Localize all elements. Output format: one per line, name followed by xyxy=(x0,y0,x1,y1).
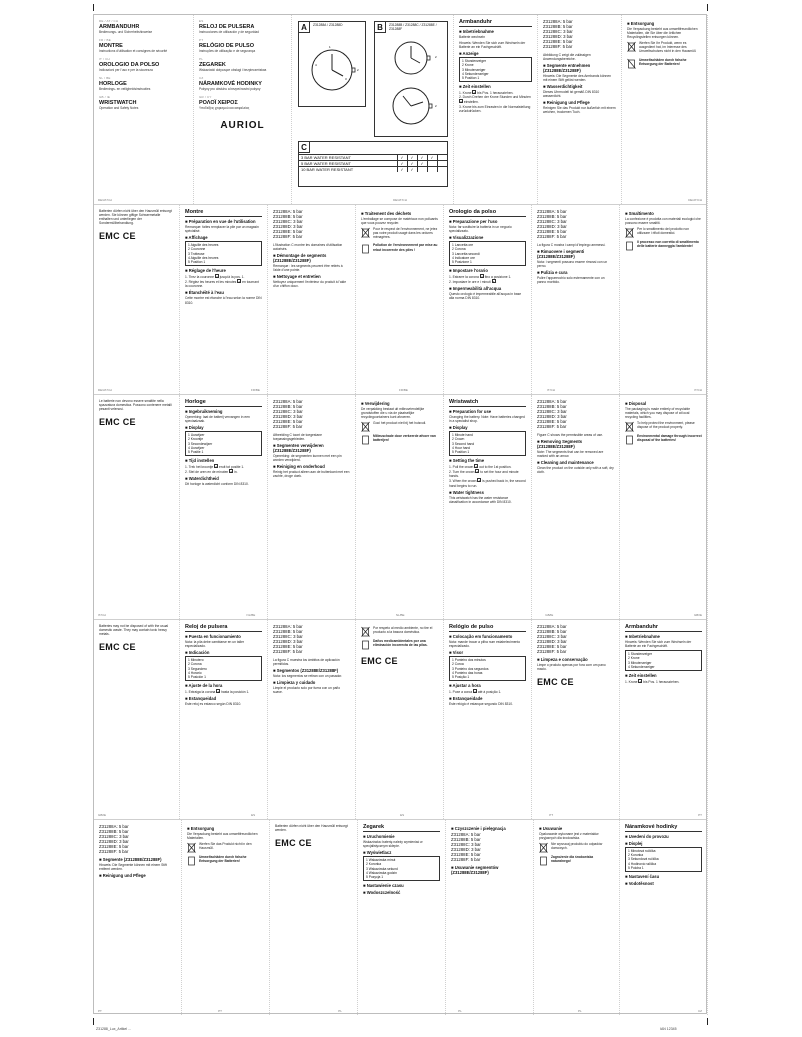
figure-b-letter: B xyxy=(375,22,386,33)
emc-ce-mark: EMC CE xyxy=(275,838,312,849)
section-heading: Zegarek xyxy=(363,824,440,832)
crop-mark xyxy=(93,1018,94,1025)
pt-column-1: Relógio de pulso ■ Colocação em funcionamento Nota: mande trocar a pilha num estabelecimento especializado. ■ Visor 1 Ponteiro dos minutos 2 Coroa 3 Ponteiro dos segundos 4 Ponteiro das horas 5 Posição 1 ■ Ajustar a hora 1. Puxe a coroa 2 até à posição 1. ■ Estanqueidade Este relógio é estanque segundo DIN 8310. xyxy=(444,620,532,819)
battery-notice: Umweltschäden durch falsche Entsorgung der Batterien! xyxy=(627,58,702,69)
section-heading: Náramkové hodinky xyxy=(625,824,702,832)
section-bullet: ■ Wodoszczelność xyxy=(363,890,401,896)
section-bullet: ■ Visualizzazione xyxy=(449,235,484,241)
product-title: ZEGAREK xyxy=(199,62,226,68)
cover-language-block xyxy=(99,38,188,53)
section-bullet: ■ Uvedení do provozu xyxy=(625,834,669,839)
crop-mark xyxy=(707,1018,708,1025)
language-codes: GR / CY xyxy=(199,95,212,99)
emc-ce-mark: EMC CE xyxy=(99,231,136,242)
row-pl-cz: Z31288A: 5 bar Z31288B: 5 bar Z31288C: 3 bar Z31288D: 3 bar Z31288E: 5 bar Z31288F: 5 bar ■ Segmente (Z31288E/Z31288F) Hinweis: Die Segmente können mit einem Stift entfernt werden. ■ Reinigung und Pflege ■ Entsorgung Die Verpackung besteht aus umweltfreundlichen Materialien. Werfen Sie das Produkt nicht in den Hausmüll. Umweltschäden durch falsche Entsorgung der Batterien! Batterien dürfen nicht über den Hausmüll entsorgt werden. EMC CE Zegarek ■ Uruchomienie Wskazówka: baterię należy wymieniać w specjalistycznym sklepie. ■ Wyświetlacz 1 Wskazówka minut 2 Koronka 3 Wskazówka sekund 4 Wskazówka godzin 5 Pozycja 1 ■ Nastawienie czasu ■ Wodoszczelność ■ Czyszczenie i pielęgnacja Z31288A: 5 bar Z31288B: 5 bar Z31288C: 3 bar Z31288D: 3 bar Z31288E: 5 bar Z31288F: 5 bar ■ Usuwanie segmentów (Z31288E/Z31288F) ■ Usuwanie Opakowanie wykonane jest z materiałów przyjaznych dla środowiska. Nie wyrzucaj produktu do odpadów domowych. Zagrożenie dla środowiska naturalnego! Náramkové hodinky ■ Uvedení do provozu ■ Displej 1 Minutová ručička 2 Korunka 3 Sekundová ručička 4 Hodinová ručička 5 Poloha 1 ■ Nastavení času ■ Vodotěsnost PT PT PL PL PL CZ xyxy=(94,820,706,1015)
de-column-1: Armbanduhr ■ Inbetriebnahme Batterie wechseln Hinweis: Wenden Sie sich zum Wechseln der Batterie an ein Fachgeschäft. ■ Anzeige 1 Stundenzeiger 2 Krone 3 Minutenzeiger 4 Sekundenzeiger 5 Position 1 ■ Zeit einstellen 1. Krone 2 bis Pos. 1 herausziehen. 2. Durch Drehen der Krone Stunden und Minuten 3 einstellen. 3. Krone bis zum Einrasten in die Normalstellung zurückdrücken. xyxy=(454,15,538,204)
water-resistance-row: 3 BAR WATER RESISTANT ✓ ✓ ✓ ✓ xyxy=(299,155,447,161)
section-bullet: ■ Segmente entnehmen (Z31288E/Z31288F) xyxy=(543,62,591,73)
battery-bin-icon xyxy=(361,639,370,650)
gb-column-2: Z31288A: 5 bar Z31288B: 5 bar Z31288C: 3 bar Z31288D: 3 bar Z31288E: 5 bar Z31288F: 5 bar Figure C shows the permissible areas of use. ■ Removing Segments (Z31288E/Z31288F) Note: The segments that can be removed are marked with an arrow. ■ Cleaning and maintenance Clean the product on the outside only with a soft, dry cloth. xyxy=(532,395,620,619)
section-bullet: ■ Smaltimento xyxy=(625,211,654,216)
de-column-2: Z31288A: 5 bar Z31288B: 5 bar Z31288C: 3 bar Z31288D: 3 bar Z31288E: 5 bar Z31288F: 5 bar Abbildung C zeigt die zulässigen Anwendungsbereiche. ■ Segmente entnehmen (Z31288E/Z31288F) Hinweis: Die Segmente des Armbands können mit einem Stift gelöst werden. ■ Wasserdichtigkeit Dieses Uhrmodell ist gemäß DIN 8310 wasserdicht. ■ Reinigung und Pflege Reinigen Sie das Produkt nur äußerlich mit einem weichen, trockenen Tuch. xyxy=(538,15,622,204)
water-resistance-label: 3 BAR WATER RESISTANT xyxy=(299,155,397,161)
pl-column-4: ■ Usuwanie Opakowanie wykonane jest z materiałów przyjaznych dla środowiska. Nie wyrzucaj produktu do odpadów domowych. Zagrożenie dla środowiska naturalnego! xyxy=(534,820,620,1015)
print-sheet xyxy=(93,14,707,1014)
model-rating: Z31288E: 5 bar xyxy=(543,39,573,45)
product-title: MONTRE xyxy=(99,43,123,49)
section-bullet: ■ Ingebruikneming xyxy=(185,409,223,414)
section-heading: Wristwatch xyxy=(449,399,526,407)
section-bullet: ■ Display xyxy=(185,425,204,431)
cover-language-block xyxy=(99,57,188,72)
figure-b-models: Z31288B / Z31288C / Z31288E / Z31288F xyxy=(389,23,437,31)
svg-text:2: 2 xyxy=(435,104,437,108)
crossed-bin-icon xyxy=(361,227,370,238)
display-list-item: 3 Minutenzeiger xyxy=(462,67,486,72)
product-title: OROLOGIO DA POLSO xyxy=(99,62,160,68)
emc-ce-mark: EMC CE xyxy=(99,642,136,653)
section-bullet: ■ Setting the time xyxy=(449,458,485,464)
model-rating: Z31288A: 5 bar xyxy=(543,19,573,24)
battery-bin-icon xyxy=(361,243,370,254)
cover-language-block xyxy=(199,19,286,34)
model-rating: Z31288F: 5 bar xyxy=(543,44,573,50)
svg-text:1: 1 xyxy=(329,45,331,49)
product-subtitle: Pokyny pro obsluhu a bezpečnostní pokyny xyxy=(199,87,261,91)
figure-c-letter: C xyxy=(299,142,310,153)
section-bullet: ■ Réglage de l'heure xyxy=(185,268,226,274)
product-title: ΡΟΛΟΪ ΧΕΙΡΟΣ xyxy=(199,100,238,106)
pt-column-3: Armbanduhr ■ Inbetriebnahme Hinweis: Wenden Sie sich zum Wechseln der Batterie an ein Fachgeschäft. 1 Stundenzeiger 2 Krone 3 Minutenzeiger 4 Sekundenzeiger ■ Zeit einstellen 1. Krone 2 bis Pos. 1 herausziehen. xyxy=(620,620,708,819)
section-bullet: ■ Affichage xyxy=(185,235,208,241)
cover-column-2 xyxy=(194,15,292,204)
section-bullet: ■ Wyświetlacz xyxy=(363,850,392,856)
section-bullet: ■ Preparation for use xyxy=(449,409,492,414)
nl-column-3: ■ Verwijdering De verpakking bestaat uit milieuvriendelijke grondstoffen die u via de plaatselijke recyclingcontainers kunt afvoeren. Gooi het product niet bij het huisvuil. Milieuschade door verkeerde afvoer van batterijen! xyxy=(356,395,444,619)
section-bullet: ■ Impermeabilità all'acqua xyxy=(449,286,502,292)
display-list: 1 Ponteiro dos minutos 2 Coroa 3 Ponteiro dos segundos 4 Ponteiro das horas 5 Posição 1 xyxy=(449,656,526,681)
language-codes: FR / BE xyxy=(99,38,111,42)
emc-ce-mark: EMC CE xyxy=(361,656,398,666)
cover-language-block xyxy=(199,38,286,53)
row-nl-gb: Le batterie non devono essere smaltite nella spazzatura domestica. Possono contenere metalli pesanti velenosi. EMC CE Horloge ■ Ingebruikneming Opmerking: laat de batterij vervangen in een speciaalzaak. ■ Display 1 Uurwijzer 2 Kroontje 3 Secondewijzer 4 Uurwijzer 5 Positie 1 ■ Tijd instellen 1. Trek het kroontje 2 eruit tot positie 1. 2. Stel de uren en de minuten 3 in. ■ Waterdichtheid Dit horloge is waterdicht conform DIN 8310. Z31288A: 5 bar Z31288B: 5 bar Z31288C: 3 bar Z31288D: 3 bar Z31288E: 5 bar Z31288F: 5 bar Afbeelding C toont de toegestane toepassingsgebieden. ■ Segmenten verwijderen (Z31288E/Z31288F) Opmerking: de segmenten kunnen met een pin worden verwijderd. ■ Reiniging en onderhoud Reinig het product alleen aan de buitenkant met een zachte, droge doek. ■ Verwijdering De verpakking bestaat uit milieuvriendelijke grondstoffen die u via de plaatselijke recyclingcontainers kunt afvoeren. Gooi het product niet bij het huisvuil. Milieuschade door verkeerde afvoer van batterijen! Wristwatch ■ Preparation for use Changing the battery. Note: Have batteries changed in a specialist shop. ■ Display 1 Minute hand 2 Crown 3 Second hand 4 Hour hand 5 Position 1 ■ Setting the time 1. Pull the crown 2 out to the 1st position. 2. Turn the crown 2 to set the hour and minute hands. 3. When the crown 2 is pushed back in, the second hand begins to run. ■ Water tightness This wristwatch has the water resistance classification in accordance with DIN 8310. Z31288A: 5 bar Z31288B: 5 bar Z31288C: 3 bar Z31288D: 3 bar Z31288E: 5 bar Z31288F: 5 bar Figure C shows the permissible areas of use. ■ Removing Segments (Z31288E/Z31288F) Note: The segments that can be removed are marked with an arrow. ■ Cleaning and maintenance Clean the product on the outside only with a soft, dry cloth. ■ Disposal The packaging is made entirely of recyclable materials, which you may dispose of at local recycling facilities. To help protect the environment, please dispose of the product properly. Environmental damage through incorrect disposal of the batteries! IT/CH NL/BE NL/BE GB/IE GB/IE xyxy=(94,395,706,620)
section-bullet: ■ Verwijdering xyxy=(361,401,390,406)
section-bullet: ■ Uruchomienie xyxy=(363,834,395,839)
battery-bin-icon xyxy=(627,58,636,69)
water-resistance-row: 5 BAR WATER RESISTANT ✓ ✓ ✓ xyxy=(299,161,447,167)
section-bullet: ■ Water tightness xyxy=(449,489,484,495)
cz-column-1 xyxy=(620,820,708,1015)
display-list: 1 Wskazówka minut 2 Koronka 3 Wskazówka sekund 4 Wskazówka godzin 5 Pozycja 1 xyxy=(363,856,440,881)
svg-text:2: 2 xyxy=(435,55,437,59)
model-rating: Z31288D: 3 bar xyxy=(543,34,573,40)
display-list: 1 Minutero 2 Corona 3 Segundero 4 Horario 5 Posición 1 xyxy=(185,656,262,681)
product-title: RELOJ DE PULSERA xyxy=(199,24,255,30)
section-bullet: ■ Tijd instellen xyxy=(185,458,215,464)
section-heading: Montre xyxy=(185,209,262,217)
crossed-bin-icon xyxy=(627,41,636,52)
fr-column-1: Montre ■ Préparation en vue de l'utilisation Remarque: faites remplacer la pile par un magasin spécialisé. ■ Affichage 1 Aiguille des heures 2 Couronne 3 Trotteuse 4 Aiguille des heures 5 Position 1 ■ Réglage de l'heure 1. Tirez la couronne 2 jusqu'à la pos. 1. 2. Réglez les heures et les minutes 3 en tournant la couronne. ■ Étanchéité à l'eau Cette montre est étanche à l'eau selon la norme DIN 8310. xyxy=(180,205,268,394)
cover-language-block xyxy=(99,19,188,34)
battery-bin-icon xyxy=(539,855,548,866)
figure-c xyxy=(298,141,448,187)
product-subtitle: Instruções de utilização e de segurança xyxy=(199,49,256,53)
section-heading: Horloge xyxy=(185,399,262,407)
crop-mark xyxy=(707,4,708,11)
section-bullet: ■ Wasserdichtigkeit xyxy=(543,83,583,89)
section-bullet: ■ Indicación xyxy=(185,650,210,656)
water-resistance-label: 5 BAR WATER RESISTANT xyxy=(299,161,397,167)
figure-b xyxy=(374,21,448,137)
display-list xyxy=(459,57,532,82)
section-bullet: ■ Estanqueidad xyxy=(185,696,217,702)
svg-text:3: 3 xyxy=(345,77,347,81)
display-list-item: 5 Position 1 xyxy=(462,76,480,81)
model-list xyxy=(543,19,616,50)
battery-bin-icon xyxy=(625,240,634,251)
section-bullet: ■ Displej xyxy=(625,841,643,846)
cover-language-block xyxy=(199,57,286,72)
pl-column-1: Batterien dürfen nicht über den Hausmüll entsorgt werden. EMC CE xyxy=(270,820,358,1015)
section-bullet: ■ Removing Segments (Z31288E/Z31288F) xyxy=(537,438,583,449)
product-subtitle: Instructions d'utilisation et consignes de sécurité xyxy=(99,49,168,53)
battery-bin-icon xyxy=(187,855,196,866)
section-heading: Reloj de pulsera xyxy=(185,624,262,632)
section-sub: Batterie wechseln xyxy=(459,35,486,39)
it-column-3: ■ Smaltimento La confezione è prodotta con materiali ecologici che possono essere smaltiti. Per lo smaltimento del prodotto non utilizzare i rifiuti domestici. Il processo non corretto di smaltimento delle batterie danneggia l'ambiente! xyxy=(620,205,708,394)
water-resistance-label: 10 BAR WATER RESISTANT xyxy=(299,167,397,173)
pt-column-4: Z31288A: 5 bar Z31288B: 5 bar Z31288C: 3 bar Z31288D: 3 bar Z31288E: 5 bar Z31288F: 5 bar ■ Segmente (Z31288E/Z31288F) Hinweis: Die Segmente können mit einem Stift entfernt werden. ■ Reinigung und Pflege xyxy=(94,820,182,1015)
section-bullet: ■ Cleaning and maintenance xyxy=(537,459,594,465)
product-subtitle: Instrucciones de utilización y de seguridad xyxy=(199,30,259,34)
it-column-1: Orologio da polso ■ Preparazione per l'uso Nota: far sostituire la batteria in un negozio specializzato. ■ Visualizzazione 1 Lancetta ore 2 Corona 3 Lancetta secondi 4 Indicatore ore 5 Posizione 1 ■ Impostare l'orario 1. Estrarre la corona 2 fino a posizione 1. 2. Impostare le ore e i minuti 3. ■ Impermeabilità all'acqua Questo orologio è impermeabile all'acqua in base alla norma DIN 8310. xyxy=(444,205,532,394)
section-bullet: ■ Colocação em funcionamento xyxy=(449,634,513,639)
section-bullet: ■ Anzeige xyxy=(459,51,479,57)
language-codes: GB / IE xyxy=(99,95,111,99)
language-codes: PL xyxy=(199,57,204,61)
section-bullet: ■ Préparation en vue de l'utilisation xyxy=(185,219,256,224)
product-subtitle: Bedienungs- und Sicherheitshinweise xyxy=(99,30,153,34)
section-bullet: ■ Pulizia e cura xyxy=(537,269,568,275)
product-title: WRISTWATCH xyxy=(99,100,137,106)
brand-logo: AURIOL xyxy=(220,120,265,131)
disposal-notice: Werfen Sie Ihr Produkt, wenn es ausgedient hat, im Interesse des Umweltschutzes nicht in den Hausmüll. xyxy=(627,41,702,55)
section-bullet: ■ Waterdichtheid xyxy=(185,476,219,482)
product-subtitle: Wskazówki dotyczące obsługi i bezpieczeństwa xyxy=(199,68,267,72)
section-bullet: ■ Étanchéité à l'eau xyxy=(185,290,224,296)
section-bullet: ■ Estanqueidade xyxy=(449,696,483,702)
language-codes: NL / BE xyxy=(99,76,111,80)
section-heading: Relógio de pulso xyxy=(449,624,526,632)
fr-column-3: ■ Traitement des déchets L'emballage se compose de matériaux non polluants que vous pouvez recycler. Pour le respect de l'environnement, ne jetez pas votre produit usagé dans les ordures ménagères. Pollution de l'environnement par mise au rebut incorrecte des piles ! xyxy=(356,205,444,394)
pl-column-3: ■ Czyszczenie i pielęgnacja Z31288A: 5 bar Z31288B: 5 bar Z31288C: 3 bar Z31288D: 3 bar Z31288E: 5 bar Z31288F: 5 bar ■ Usuwanie segmentów (Z31288E/Z31288F) xyxy=(446,820,534,1015)
es-column-3: Por respeto al medio ambiente, no tire el producto a la basura doméstica. Daños medioambientales por una eliminación incorrecta de las pilas. EMC CE xyxy=(356,620,444,819)
pl-column-2: Zegarek ■ Uruchomienie Wskazówka: baterię należy wymieniać w specjalistycznym sklepie. ■ Wyświetlacz 1 Wskazówka minut 2 Koronka 3 Wskazówka sekund 4 Wskazówka godzin 5 Pozycja 1 ■ Nastawienie czasu ■ Wodoszczelność xyxy=(358,820,446,1015)
display-list-item: 1 Stundenzeiger xyxy=(462,59,487,64)
emc-ce-mark: EMC CE xyxy=(99,417,136,428)
crossed-bin-icon xyxy=(625,227,634,238)
watch-face-b-illustration xyxy=(375,22,447,136)
cover-language-block xyxy=(199,95,286,110)
section-bullet: ■ Zeit einstellen xyxy=(459,84,491,90)
crossed-bin-icon xyxy=(361,421,370,432)
print-footer-right: IAN 12345 xyxy=(660,1027,677,1031)
section-bullet: ■ Inbetriebnahme xyxy=(459,29,494,34)
figure-column xyxy=(292,15,454,204)
row-fr-it: Batterien dürfen nicht über den Hausmüll entsorgt werden. Sie können giftige Schwermetalle enthalten und unterliegen der Sondermüllbehandlung. EMC CE Montre ■ Préparation en vue de l'utilisation Remarque: faites remplacer la pile par un magasin spécialisé. ■ Affichage 1 Aiguille des heures 2 Couronne 3 Trotteuse 4 Aiguille des heures 5 Position 1 ■ Réglage de l'heure 1. Tirez la couronne 2 jusqu'à la pos. 1. 2. Réglez les heures et les minutes 3 en tournant la couronne. ■ Étanchéité à l'eau Cette montre est étanche à l'eau selon la norme DIN 8310. Z31288A: 5 bar Z31288B: 5 bar Z31288C: 3 bar Z31288D: 3 bar Z31288E: 5 bar Z31288F: 5 bar L'illustration C montre les domaines d'utilisation autorisés. ■ Démontage de segments (Z31288E/Z31288F) Remarque : les segments peuvent être retirés à l'aide d'une pointe. ■ Nettoyage et entretien Nettoyez uniquement l'extérieur du produit à l'aide d'un chiffon doux. ■ Traitement des déchets L'emballage se compose de matériaux non polluants que vous pouvez recycler. Pour le respect de l'environnement, ne jetez pas votre produit usagé dans les ordures ménagères. Pollution de l'environnement par mise au rebut incorrecte des piles ! Orologio da polso ■ Preparazione per l'uso Nota: far sostituire la batteria in un negozio specializzato. ■ Visualizzazione 1 Lancetta ore 2 Corona 3 Lancetta secondi 4 Indicatore ore 5 Posizione 1 ■ Impostare l'orario 1. Estrarre la corona 2 fino a posizione 1. 2. Impostare le ore e i minuti 3. ■ Impermeabilità all'acqua Questo orologio è impermeabile all'acqua in base alla norma DIN 8310. Z31288A: 5 bar Z31288B: 5 bar Z31288C: 3 bar Z31288D: 3 bar Z31288E: 5 bar Z31288F: 5 bar La figura C mostra i campi d'impiego ammessi. ■ Rimuovere i segmenti (Z31288E/Z31288F) Nota: i segmenti possono essere rimossi con un perno. ■ Pulizia e cura Pulire l'apparecchio solo esternamente con un panno morbido. ■ Smaltimento La confezione è prodotta con materiali ecologici che possono essere smaltiti. Per lo smaltimento del prodotto non utilizzare i rifiuti domestici. Il processo non corretto di smaltimento delle batterie danneggia l'ambiente! DE/AT/CH FR/BE FR/BE IT/CH IT/CH xyxy=(94,205,706,395)
product-title: NÁRAMKOVÉ HODINKY xyxy=(199,81,262,87)
section-bullet: ■ Nastawienie czasu xyxy=(363,883,404,889)
section-bullet: ■ Ajustar a hora xyxy=(449,683,481,689)
product-title: HORLOGE xyxy=(99,81,127,87)
es-column-2: Z31288A: 5 bar Z31288B: 5 bar Z31288C: 3 bar Z31288D: 3 bar Z31288E: 5 bar Z31288F: 5 bar La figura C muestra los ámbitos de aplicación permitidos. ■ Segmentos (Z31288E/Z31288F) Nota: los segmentos se retiran con un pasador. ■ Limpieza y cuidado Limpie el producto solo por fuera con un paño suave. xyxy=(268,620,356,819)
product-subtitle: Operation and Safety Notes xyxy=(99,106,139,110)
section-bullet: ■ Usuwanie xyxy=(539,826,563,831)
product-title: RELÓGIO DE PULSO xyxy=(199,43,255,49)
section-bullet: ■ Ajuste de la hora xyxy=(185,683,223,689)
display-list: 1 Lancetta ore 2 Corona 3 Lancetta secondi 4 Indicatore ore 5 Posizione 1 xyxy=(449,241,526,266)
svg-text:4: 4 xyxy=(315,63,317,67)
section-bullet: ■ Segmentos (Z31288E/Z31288F) xyxy=(273,667,339,673)
product-subtitle: Indicazioni per l'uso e per la sicurezza xyxy=(99,68,153,72)
figure-a xyxy=(298,21,366,107)
section-bullet: ■ Preparazione per l'uso xyxy=(449,219,498,224)
section-bullet: ■ Display xyxy=(449,425,468,431)
model-rating: Z31288C: 3 bar xyxy=(543,29,573,35)
battery-bin-icon xyxy=(361,434,370,445)
svg-text:2: 2 xyxy=(357,68,359,72)
pl-column-0: ■ Entsorgung Die Verpackung besteht aus umweltfreundlichen Materialien. Werfen Sie das Produkt nicht in den Hausmüll. Umweltschäden durch falsche Entsorgung der Batterien! xyxy=(182,820,270,1015)
cover-language-block xyxy=(199,76,286,91)
model-rating: Z31288B: 5 bar xyxy=(543,24,573,30)
crossed-bin-icon xyxy=(625,421,634,432)
section-bullet: ■ Reinigung und Pflege xyxy=(543,100,590,106)
section-bullet: ■ Traitement des déchets xyxy=(361,211,412,216)
display-list: 1 Uurwijzer 2 Kroontje 3 Secondewijzer 4 Uurwijzer 5 Positie 1 xyxy=(185,431,262,456)
watch-face-a-illustration xyxy=(299,22,365,106)
print-footer-left: Z31288_Lux_Artikel ... xyxy=(96,1027,132,1031)
language-codes: CZ xyxy=(199,76,204,80)
section-heading: Armbanduhr xyxy=(459,19,532,27)
it-column-2: Z31288A: 5 bar Z31288B: 5 bar Z31288C: 3 bar Z31288D: 3 bar Z31288E: 5 bar Z31288F: 5 bar La figura C mostra i campi d'impiego ammessi. ■ Rimuovere i segmenti (Z31288E/Z31288F) Nota: i segmenti possono essere rimossi con un perno. ■ Pulizia e cura Pulire l'apparecchio solo esternamente con un panno morbido. xyxy=(532,205,620,394)
section-bullet: ■ Puesta en funcionamiento xyxy=(185,634,241,639)
display-list-item: 4 Sekundenzeiger xyxy=(462,71,489,76)
section-bullet: ■ Disposal xyxy=(625,401,647,406)
section-bullet: ■ Démontage de segments (Z31288E/Z31288F) xyxy=(273,252,327,263)
row-cover: DE / AT / CH ARMBANDUHR Bedienungs- und Sicherheitshinweise FR / BE MONTRE Instructions d'utilisation et consignes de sécurité IT / CH OROLOGIO DA POLSO Indicazioni per l'uso e per la sicurezza NL / BE HORLOGE Bedienings- en veiligheidsinstructies GB / IE WRISTWATCH Operation and Safety Notes ES RELOJ DE PULSERA Instrucciones de utilización y de seguridad PT RELÓGIO DE PULSO Instruções de utilização e de segurança PL ZEGAREK Wskazówki dotyczące obsługi i bezpieczeństwa CZ NÁRAMKOVÉ HODINKY Pokyny pro obsluhu a bezpečnostní pokyny GR / CY ΡΟΛΟΪ ΧΕΙΡΟΣ Υποδείξεις χειρισμού και ασφαλείας AURIOL A Z31288A / Z31288D 2 1 3 4 B Z31288B / Z31288C / Z31288E / Z31288F 2 2 C 3 BAR WATER RESISTANT ✓ ✓ ✓ ✓ 5 BAR WATER RESISTANT ✓ ✓ ✓ 10 BAR WATER RESISTANT ✓ ✓ Armbanduhr ■ Inbetriebnahme Batterie wechseln Hinweis: Wenden Sie sich zum Wechseln der Batterie an ein Fachgeschäft. ■ Anzeige 1 Stundenzeiger 2 Krone 3 Minutenzeiger 4 Sekundenzeiger 5 Position 1 ■ Zeit einstellen 1. Krone 2 bis Pos. 1 herausziehen. 2. Durch Drehen der Krone Stunden und Minuten 3 einstellen. 3. Krone bis zum Einrasten in die Normalstellung zurückdrücken. Z31288A: 5 bar Z31288B: 5 bar Z31288C: 3 bar Z31288D: 3 bar Z31288E: 5 bar Z31288F: 5 bar Abbildung C zeigt die zulässigen Anwendungsbereiche. ■ Segmente entnehmen (Z31288E/Z31288F) Hinweis: Die Segmente des Armbands können mit einem Stift gelöst werden. ■ Wasserdichtigkeit Dieses Uhrmodell ist gemäß DIN 8310 wasserdicht. ■ Reinigung und Pflege Reinigen Sie das Produkt nur äußerlich mit einem weichen, trockenen Tuch. ■ Entsorgung Die Verpackung besteht aus umweltfreundlichen Materialien, die Sie über die örtlichen Recyclingstellen entsorgen können. Werfen Sie Ihr Produkt, wenn es ausgedient hat, im Interesse des Umweltschutzes nicht in den Hausmüll. Umweltschäden durch falsche Entsorgung der Batterien! DE/AT/CH DE/AT/CH DE/AT/CH xyxy=(94,15,706,205)
language-codes: IT / CH xyxy=(99,57,110,61)
cover-language-block xyxy=(99,95,188,110)
gb-column-3: ■ Disposal The packaging is made entirely of recyclable materials, which you may dispose of at local recycling facilities. To help protect the environment, please dispose of the product properly. Environmental damage through incorrect disposal of the batteries! xyxy=(620,395,708,619)
section-bullet: ■ Impostare l'orario xyxy=(449,268,488,274)
section-bullet: ■ Entsorgung xyxy=(627,21,655,26)
emc-ce-mark: EMC CE xyxy=(537,676,574,687)
language-codes: ES xyxy=(199,19,204,23)
de-column-4: Batterien dürfen nicht über den Hausmüll entsorgt werden. Sie können giftige Schwermetalle enthalten und unterliegen der Sondermüllbehandlung. EMC CE xyxy=(94,205,180,394)
gb-column-4: Batteries may not be disposed of with the usual domestic waste. They may contain toxic heavy metals. EMC CE xyxy=(94,620,180,819)
display-list: 1 Aiguille des heures 2 Couronne 3 Trotteuse 4 Aiguille des heures 5 Position 1 xyxy=(185,241,262,266)
section-bullet: ■ Segmenten verwijderen (Z31288E/Z31288F) xyxy=(273,442,324,453)
row-es-pt: Batteries may not be disposed of with the usual domestic waste. They may contain toxic heavy metals. EMC CE Reloj de pulsera ■ Puesta en funcionamiento Nota: la pila debe cambiarse en un taller especializado. ■ Indicación 1 Minutero 2 Corona 3 Segundero 4 Horario 5 Posición 1 ■ Ajuste de la hora 1. Extraiga la corona 2 hasta la posición 1. ■ Estanqueidad Este reloj es estanco según DIN 8310. Z31288A: 5 bar Z31288B: 5 bar Z31288C: 3 bar Z31288D: 3 bar Z31288E: 5 bar Z31288F: 5 bar La figura C muestra los ámbitos de aplicación permitidos. ■ Segmentos (Z31288E/Z31288F) Nota: los segmentos se retiran con un pasador. ■ Limpieza y cuidado Limpie el producto solo por fuera con un paño suave. Por respeto al medio ambiente, no tire el producto a la basura doméstica. Daños medioambientales por una eliminación incorrecta de las pilas. EMC CE Relógio de pulso ■ Colocação em funcionamento Nota: mande trocar a pilha num estabelecimento especializado. ■ Visor 1 Ponteiro dos minutos 2 Coroa 3 Ponteiro dos segundos 4 Ponteiro das horas 5 Posição 1 ■ Ajustar a hora 1. Puxe a coroa 2 até à posição 1. ■ Estanqueidade Este relógio é estanque segundo DIN 8310. Z31288A: 5 bar Z31288B: 5 bar Z31288C: 3 bar Z31288D: 3 bar Z31288E: 5 bar Z31288F: 5 bar ■ Limpeza e conservação Limpe o produto apenas por fora com um pano macio. EMC CE Armbanduhr ■ Inbetriebnahme Hinweis: Wenden Sie sich zum Wechseln der Batterie an ein Fachgeschäft. 1 Stundenzeiger 2 Krone 3 Minutenzeiger 4 Sekundenzeiger ■ Zeit einstellen 1. Krone 2 bis Pos. 1 herausziehen. GB/IE ES ES PT PT xyxy=(94,620,706,820)
display-list: 1 Minutová ručička 2 Korunka 3 Sekundová ručička 4 Hodinová ručička 5 Poloha 1 xyxy=(625,847,702,872)
language-codes: PT xyxy=(199,38,204,42)
section-bullet: ■ Nastavení času xyxy=(625,874,660,880)
section-bullet: ■ Rimuovere i segmenti (Z31288E/Z31288F) xyxy=(537,248,585,259)
section-bullet: ■ Limpeza e conservação xyxy=(537,656,588,662)
product-subtitle: Bedienings- en veiligheidsinstructies xyxy=(99,87,151,91)
crossed-bin-icon xyxy=(361,626,370,637)
gb-column-1: Wristwatch ■ Preparation for use Changing the battery. Note: Have batteries changed in a specialist shop. ■ Display 1 Minute hand 2 Crown 3 Second hand 4 Hour hand 5 Position 1 ■ Setting the time 1. Pull the crown 2 out to the 1st position. 2. Turn the crown 2 to set the hour and minute hands. 3. When the crown 2 is pushed back in, the second hand begins to run. ■ Water tightness This wristwatch has the water resistance classification in accordance with DIN 8310. xyxy=(444,395,532,619)
display-list-item: 2 Krone xyxy=(462,63,474,68)
pt-column-2: Z31288A: 5 bar Z31288B: 5 bar Z31288C: 3 bar Z31288D: 3 bar Z31288E: 5 bar Z31288F: 5 bar ■ Limpeza e conservação Limpe o produto apenas por fora com um pano macio. EMC CE xyxy=(532,620,620,819)
de-column-3: ■ Entsorgung Die Verpackung besteht aus umweltfreundlichen Materialien, die Sie über die örtlichen Recyclingstellen entsorgen können. Werfen Sie Ihr Produkt, wenn es ausgedient hat, im Interesse des Umweltschutzes nicht in den Hausmüll. Umweltschäden durch falsche Entsorgung der Batterien! xyxy=(622,15,708,204)
fr-column-2: Z31288A: 5 bar Z31288B: 5 bar Z31288C: 3 bar Z31288D: 3 bar Z31288E: 5 bar Z31288F: 5 bar L'illustration C montre les domaines d'utilisation autorisés. ■ Démontage de segments (Z31288E/Z31288F) Remarque : les segments peuvent être retirés à l'aide d'une pointe. ■ Nettoyage et entretien Nettoyez uniquement l'extérieur du produit à l'aide d'un chiffon doux. xyxy=(268,205,356,394)
product-title: ARMBANDUHR xyxy=(99,24,140,30)
crossed-bin-icon xyxy=(539,842,548,853)
language-codes: DE / AT / CH xyxy=(99,19,119,23)
figure-a-letter: A xyxy=(299,22,310,33)
section-bullet: ■ Limpieza y cuidado xyxy=(273,679,316,685)
battery-bin-icon xyxy=(625,434,634,445)
section-bullet: ■ Czyszczenie i pielęgnacja xyxy=(451,826,506,831)
nl-column-1: Horloge ■ Ingebruikneming Opmerking: laat de batterij vervangen in een speciaalzaak. ■ Display 1 Uurwijzer 2 Kroontje 3 Secondewijzer 4 Uurwijzer 5 Positie 1 ■ Tijd instellen 1. Trek het kroontje 2 eruit tot positie 1. 2. Stel de uren en de minuten 3 in. ■ Waterdichtheid Dit horloge is waterdicht conform DIN 8310. xyxy=(180,395,268,619)
section-bullet: ■ Vodotěsnost xyxy=(625,881,654,887)
figure-a-models: Z31288A / Z31288D xyxy=(313,23,343,27)
section-bullet: ■ Reiniging en onderhoud xyxy=(273,463,325,469)
section-bullet: ■ Visor xyxy=(449,650,464,656)
section-bullet: ■ Nettoyage et entretien xyxy=(273,273,321,279)
crop-mark xyxy=(93,4,94,11)
es-column-1: Reloj de pulsera ■ Puesta en funcionamiento Nota: la pila debe cambiarse en un taller especializado. ■ Indicación 1 Minutero 2 Corona 3 Segundero 4 Horario 5 Posición 1 ■ Ajuste de la hora 1. Extraiga la corona 2 hasta la posición 1. ■ Estanqueidad Este reloj es estanco según DIN 8310. xyxy=(180,620,268,819)
product-subtitle: Υποδείξεις χειρισμού και ασφαλείας xyxy=(199,106,250,110)
cover-column-1 xyxy=(94,15,194,204)
section-heading: Orologio da polso xyxy=(449,209,526,217)
it-column-4: Le batterie non devono essere smaltite nella spazzatura domestica. Possono contenere metalli pesanti velenosi. EMC CE xyxy=(94,395,180,619)
nl-column-2: Z31288A: 5 bar Z31288B: 5 bar Z31288C: 3 bar Z31288D: 3 bar Z31288E: 5 bar Z31288F: 5 bar Afbeelding C toont de toegestane toepassingsgebieden. ■ Segmenten verwijderen (Z31288E/Z31288F) Opmerking: de segmenten kunnen met een pin worden verwijderd. ■ Reiniging en onderhoud Reinig het product alleen aan de buitenkant met een zachte, droge doek. xyxy=(268,395,356,619)
water-resistance-table xyxy=(299,154,447,172)
display-list: 1 Minute hand 2 Crown 3 Second hand 4 Hour hand 5 Position 1 xyxy=(449,431,526,456)
crossed-bin-icon xyxy=(187,842,196,853)
water-resistance-row: 10 BAR WATER RESISTANT ✓ ✓ xyxy=(299,167,447,173)
cover-language-block xyxy=(99,76,188,91)
